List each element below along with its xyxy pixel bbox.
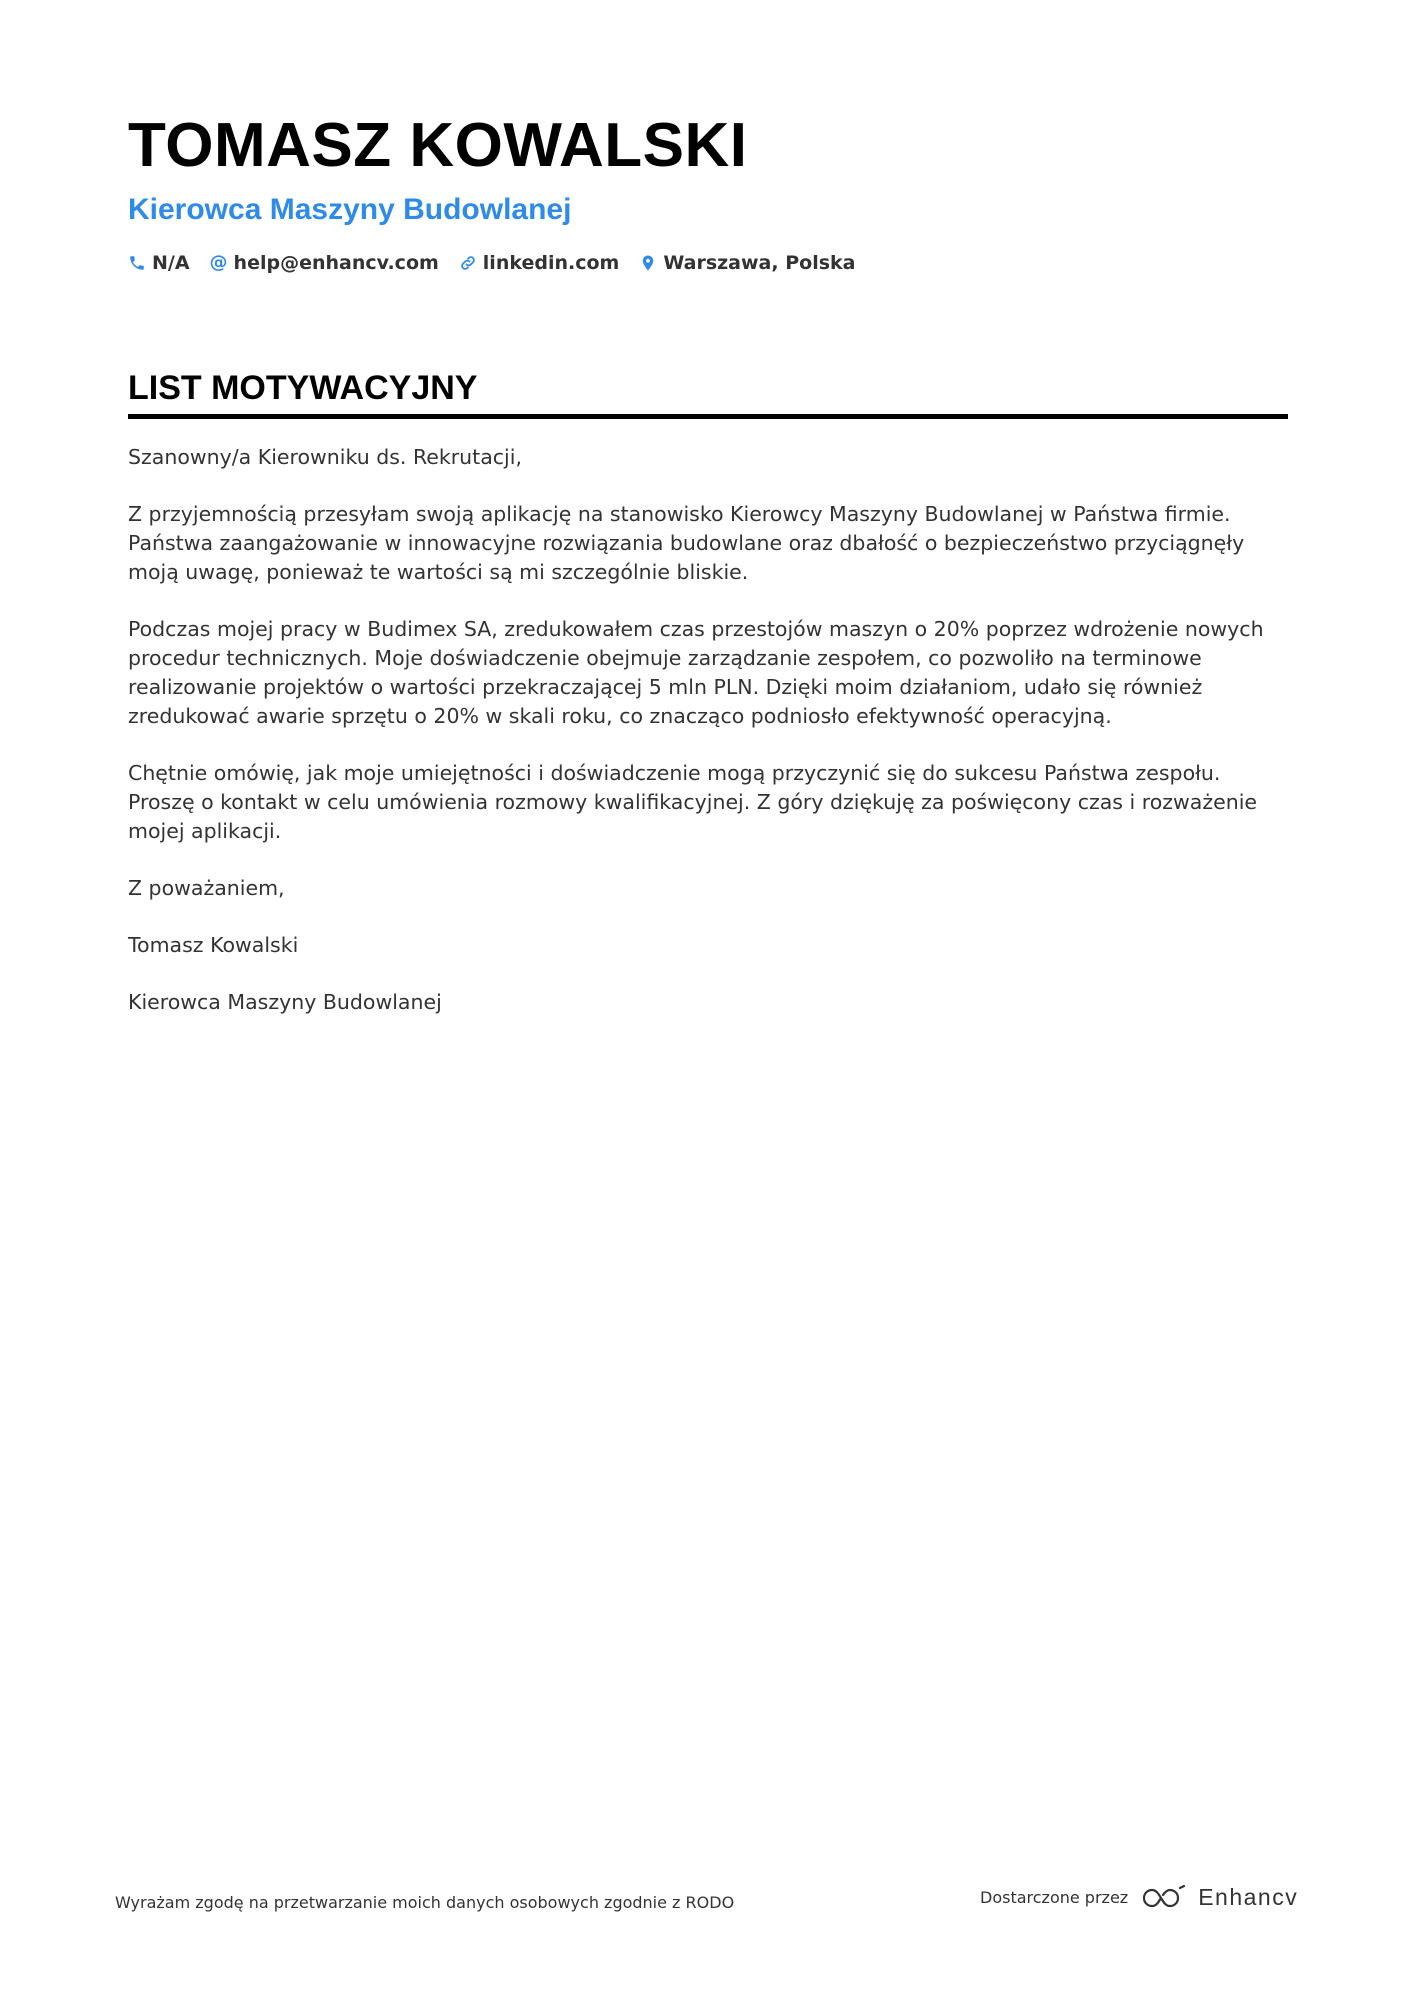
letter-signature-title: Kierowca Maszyny Budowlanej xyxy=(128,990,442,1014)
applicant-name: TOMASZ KOWALSKI xyxy=(128,111,748,180)
phone-value: N/A xyxy=(152,252,190,274)
phone-icon xyxy=(128,254,146,272)
section-divider xyxy=(128,414,1288,419)
gdpr-consent: Wyrażam zgodę na przetwarzanie moich danych osobowych zgodnie z RODO xyxy=(115,1893,735,1912)
letter-signature-name: Tomasz Kowalski xyxy=(128,933,299,957)
link-icon xyxy=(459,254,477,272)
letter-body xyxy=(128,443,1288,1017)
contact-email[interactable] xyxy=(210,252,439,274)
letter-closing: Z poważaniem, xyxy=(128,876,285,900)
map-pin-icon xyxy=(639,254,657,272)
email-value[interactable]: help@enhancv.com xyxy=(233,252,439,274)
provided-by[interactable] xyxy=(980,1884,1298,1911)
applicant-job-title: Kierowca Maszyny Budowlanej xyxy=(128,193,572,226)
header xyxy=(128,108,1288,274)
letter-paragraph: Z przyjemnością przesyłam swoją aplikację na stanowisko Kierowcy Maszyny Budowlanej w Państwa firmie. Państwa zaangażowanie w innowacyjne rozwiązania budowlane oraz dbałość o bezpieczeństwo przyciągnęły moją uwagę, ponieważ te wartości są mi szczególnie bliskie. xyxy=(128,502,1245,584)
location-value: Warszawa, Polska xyxy=(663,252,856,274)
enhancv-brand[interactable]: Enhancv xyxy=(1198,1884,1299,1910)
at-icon: @ xyxy=(209,252,228,273)
contact-location xyxy=(639,252,855,274)
letter-paragraph: Podczas mojej pracy w Budimex SA, zredukowałem czas przestojów maszyn o 20% poprzez wdrożenie nowych procedur technicznych. Moje doświadczenie obejmuje zarządzanie zespołem, co pozwoliło na terminowe realizowanie projektów o wartości przekraczającej 5 mln PLN. Dzięki moim działaniom, udało się również zredukować awarie sprzętu o 20% w skali roku, co znacząco podniosło efektywność operacyjną. xyxy=(128,617,1264,728)
linkedin-value[interactable]: linkedin.com xyxy=(482,252,620,274)
provided-by-label: Dostarczone przez xyxy=(980,1888,1129,1907)
letter-salutation: Szanowny/a Kierowniku ds. Rekrutacji, xyxy=(128,445,522,469)
contact-bar xyxy=(128,252,1288,274)
enhancv-logo-icon xyxy=(1140,1885,1186,1911)
contact-linkedin[interactable] xyxy=(459,252,620,274)
contact-phone xyxy=(128,252,190,274)
letter-paragraph: Chętnie omówię, jak moje umiejętności i doświadczenie mogą przyczynić się do sukcesu Państwa zespołu. Proszę o kontakt w celu umówienia rozmowy kwalifikacyjnej. Z góry dziękuję za poświęcony czas i rozważenie mojej aplikacji. xyxy=(128,761,1258,843)
cover-letter-section xyxy=(128,366,1288,1045)
section-title: LIST MOTYWACYJNY xyxy=(128,369,478,407)
